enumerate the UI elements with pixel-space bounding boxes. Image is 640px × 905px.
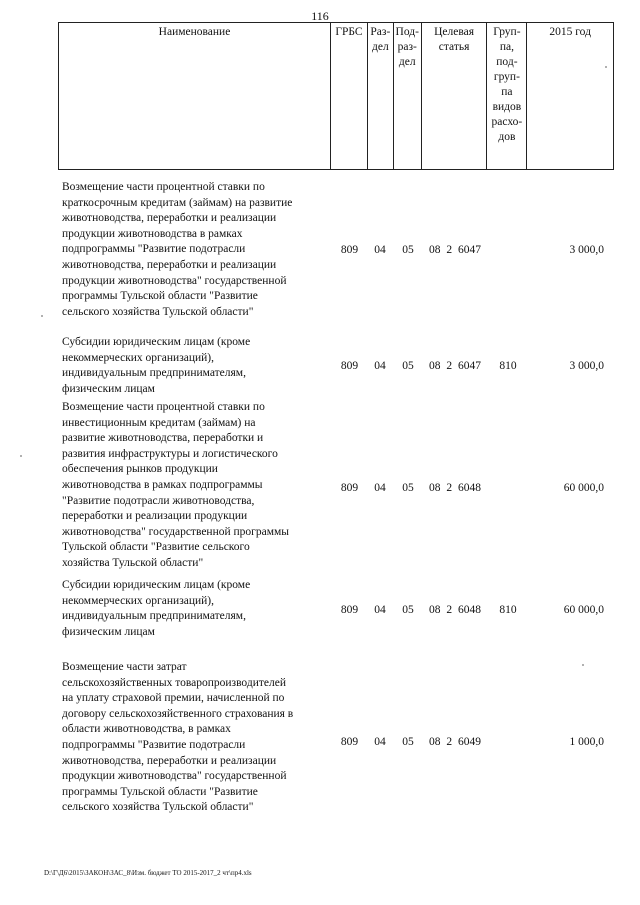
row-razdel: 04 bbox=[374, 244, 386, 256]
row-razdel: 04 bbox=[374, 736, 386, 748]
row-podrazdel: 05 bbox=[402, 482, 414, 494]
row-grbs: 809 bbox=[340, 360, 359, 372]
row-grbs: 809 bbox=[340, 604, 359, 616]
row-name: Возмещение части процентной ставки по краткосрочным кредитам (займам) на развитие животноводства, переработки и реализации продукции животноводства в рамках подпрограммы "Развитие подотрасли животноводства, переработки и реализации продукции животноводства" государственной программы Тульской области "Развитие сельского хозяйства Тульской области" bbox=[62, 181, 293, 318]
row-sum: 3 000,0 bbox=[569, 244, 604, 256]
row-sum: 1 000,0 bbox=[569, 736, 604, 748]
row-grbs: 809 bbox=[340, 244, 359, 256]
page-number: 116 bbox=[311, 9, 329, 23]
header-cel: Целевая статья bbox=[422, 23, 488, 169]
row-razdel: 04 bbox=[374, 604, 386, 616]
row-name: Возмещение части затрат сельскохозяйственных товаропроизводителей на уплату страховой премии, начисленной по договору сельскохозяйственного страхования в области животноводства, в рамках подпрограммы "Развитие подотрасли животноводства, переработки и реализации продукции животноводства" государственной программы Тульской области "Развитие сельского хозяйства Тульской области" bbox=[62, 661, 294, 814]
header-podrazdel: Под- раз- дел bbox=[394, 23, 422, 169]
table-row bbox=[62, 180, 614, 325]
row-gruppa: 810 bbox=[499, 360, 517, 372]
table-row bbox=[62, 578, 614, 642]
header-grbs: ГРБС bbox=[331, 23, 368, 169]
row-sum: 60 000,0 bbox=[563, 604, 604, 616]
header-year: 2015 год bbox=[549, 26, 591, 38]
row-razdel: 04 bbox=[374, 360, 386, 372]
row-podrazdel: 05 bbox=[402, 604, 414, 616]
table-row bbox=[62, 400, 614, 575]
table-header bbox=[58, 22, 614, 170]
row-sum: 3 000,0 bbox=[569, 360, 604, 372]
row-cel: 08 2 6047 bbox=[429, 244, 481, 256]
table-row bbox=[62, 660, 614, 825]
row-razdel: 04 bbox=[374, 482, 386, 494]
table-row bbox=[62, 335, 614, 399]
scan-speck bbox=[582, 664, 584, 666]
row-grbs: 809 bbox=[340, 482, 359, 494]
row-podrazdel: 05 bbox=[402, 360, 414, 372]
scan-speck bbox=[20, 455, 22, 457]
row-podrazdel: 05 bbox=[402, 736, 414, 748]
scan-speck bbox=[41, 315, 43, 317]
row-sum: 60 000,0 bbox=[563, 482, 604, 494]
row-cel: 08 2 6048 bbox=[429, 482, 481, 494]
row-name: Возмещение части процентной ставки по инвестиционным кредитам (займам) на развитие животноводства, переработки и развития инфраструктуры и логистического обеспечения рынков продукции животноводства в рамках подпрограммы "Развитие подотрасли животноводства, переработки и реализации продукции животноводства" государственной программы Тульской области "Развитие сельского хозяйства Тульской области" bbox=[62, 401, 290, 569]
row-cel: 08 2 6049 bbox=[429, 736, 481, 748]
row-cel: 08 2 6047 bbox=[429, 360, 481, 372]
row-cel: 08 2 6048 bbox=[429, 604, 481, 616]
header-gruppa: Груп- па, под- груп- па видов расхо- дов bbox=[487, 23, 527, 169]
row-podrazdel: 05 bbox=[402, 244, 414, 256]
file-path-footer: D:\Г\Д6\2015\ЗАКОН\ЗАС_8\Изм. бюджет ТО 2015-2017_2 чт\пр4.xls bbox=[44, 869, 252, 877]
row-gruppa: 810 bbox=[499, 604, 517, 616]
header-name: Наименование bbox=[59, 23, 331, 169]
row-grbs: 809 bbox=[340, 736, 359, 748]
header-razdel: Раз- дел bbox=[368, 23, 394, 169]
row-name: Субсидии юридическим лицам (кроме некоммерческих организаций), индивидуальным предпринимателям, физическим лицам bbox=[62, 579, 251, 638]
scan-speck bbox=[605, 66, 607, 68]
row-name: Субсидии юридическим лицам (кроме некоммерческих организаций), индивидуальным предпринимателям, физическим лицам bbox=[62, 336, 251, 395]
